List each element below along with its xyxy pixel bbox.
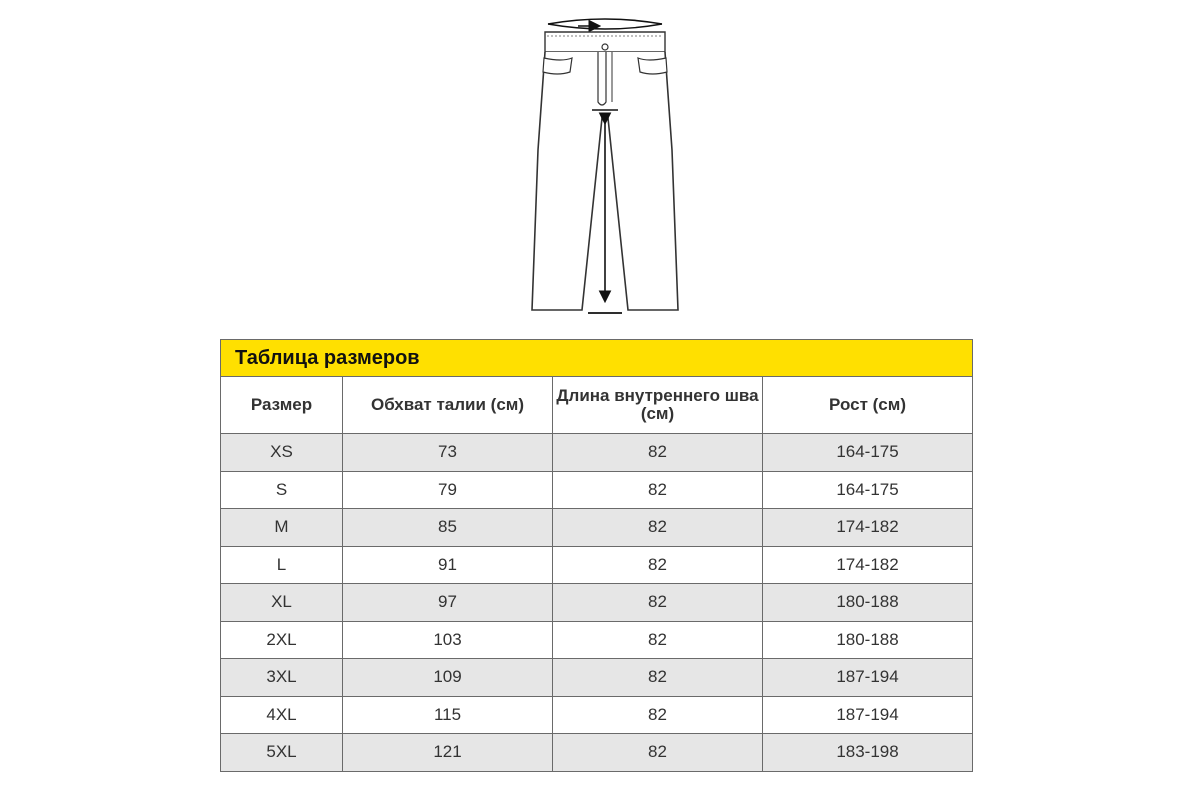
table-row [221,546,973,584]
cell-height: 164-175 [763,471,973,509]
table-row [221,471,973,509]
cell-height: 164-175 [763,434,973,472]
cell-height: 174-182 [763,509,973,547]
cell-size: 5XL [221,734,343,772]
cell-waist: 103 [343,621,553,659]
table-row [221,584,973,622]
cell-waist: 115 [343,696,553,734]
cell-size: 4XL [221,696,343,734]
cell-waist: 97 [343,584,553,622]
table-row [221,734,973,772]
pants-measurement-icon [520,10,690,320]
cell-size: XL [221,584,343,622]
cell-height: 180-188 [763,584,973,622]
cell-inseam: 82 [553,621,763,659]
table-title: Таблица размеров [221,340,973,377]
cell-height: 183-198 [763,734,973,772]
cell-waist: 79 [343,471,553,509]
table-row [221,434,973,472]
cell-size: M [221,509,343,547]
table-row [221,621,973,659]
cell-waist: 73 [343,434,553,472]
header-size: Размер [221,377,343,434]
table-row [221,696,973,734]
cell-height: 174-182 [763,546,973,584]
cell-size: L [221,546,343,584]
cell-waist: 85 [343,509,553,547]
table-row [221,659,973,697]
cell-height: 180-188 [763,621,973,659]
header-waist: Обхват талии (см) [343,377,553,434]
cell-inseam: 82 [553,696,763,734]
cell-inseam: 82 [553,434,763,472]
cell-inseam: 82 [553,659,763,697]
size-table [220,339,973,772]
cell-waist: 109 [343,659,553,697]
cell-size: 2XL [221,621,343,659]
cell-inseam: 82 [553,509,763,547]
cell-size: S [221,471,343,509]
cell-size: XS [221,434,343,472]
table-header-row [221,377,973,434]
table-title-row [221,340,973,377]
table-row [221,509,973,547]
header-inseam: Длина внутреннего шва (см) [553,377,763,434]
cell-inseam: 82 [553,734,763,772]
cell-inseam: 82 [553,584,763,622]
cell-height: 187-194 [763,696,973,734]
cell-size: 3XL [221,659,343,697]
cell-waist: 121 [343,734,553,772]
header-height: Рост (см) [763,377,973,434]
cell-inseam: 82 [553,546,763,584]
cell-height: 187-194 [763,659,973,697]
cell-inseam: 82 [553,471,763,509]
cell-waist: 91 [343,546,553,584]
